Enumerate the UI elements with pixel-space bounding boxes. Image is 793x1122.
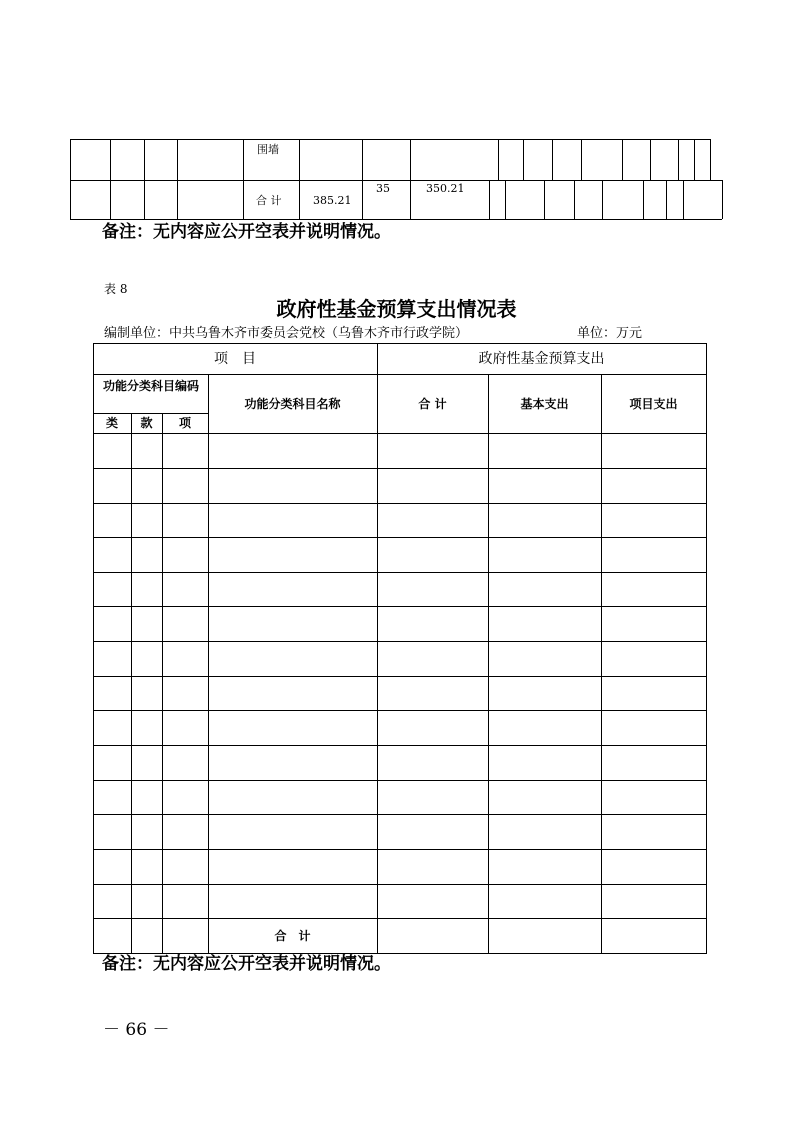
col-project: 项 目 (214, 351, 256, 367)
row-item-label: 围墙 (257, 143, 279, 156)
col-basic: 基本支出 (520, 397, 569, 411)
value-b: 350.21 (426, 182, 465, 195)
page-number: － 66 － (103, 1020, 170, 1040)
col-lei: 类 (105, 416, 118, 430)
col-xiang: 项 (178, 416, 191, 430)
col-item: 项目支出 (629, 397, 678, 411)
page-title: 政府性基金预算支出情况表 (276, 297, 517, 321)
note-top: 备注：无内容应公开空表并说明情况。 (102, 222, 391, 242)
col-budget: 政府性基金预算支出 (478, 351, 605, 367)
table-number: 表 8 (104, 282, 128, 296)
currency-unit: 单位：万元 (577, 326, 643, 341)
note-bottom: 备注：无内容应公开空表并说明情况。 (102, 954, 391, 974)
total-row-label: 合 计 (274, 929, 311, 943)
total-value: 385.21 (313, 194, 352, 207)
col-name: 功能分类科目名称 (244, 397, 341, 411)
col-total: 合 计 (418, 397, 447, 411)
col-code: 功能分类科目编码 (102, 379, 199, 393)
compiler-unit: 编制单位：中共乌鲁木齐市委员会党校（乌鲁木齐市行政学院） (104, 326, 469, 341)
total-label: 合 计 (256, 194, 282, 207)
col-kuan: 款 (140, 416, 153, 430)
value-a: 35 (376, 182, 390, 195)
